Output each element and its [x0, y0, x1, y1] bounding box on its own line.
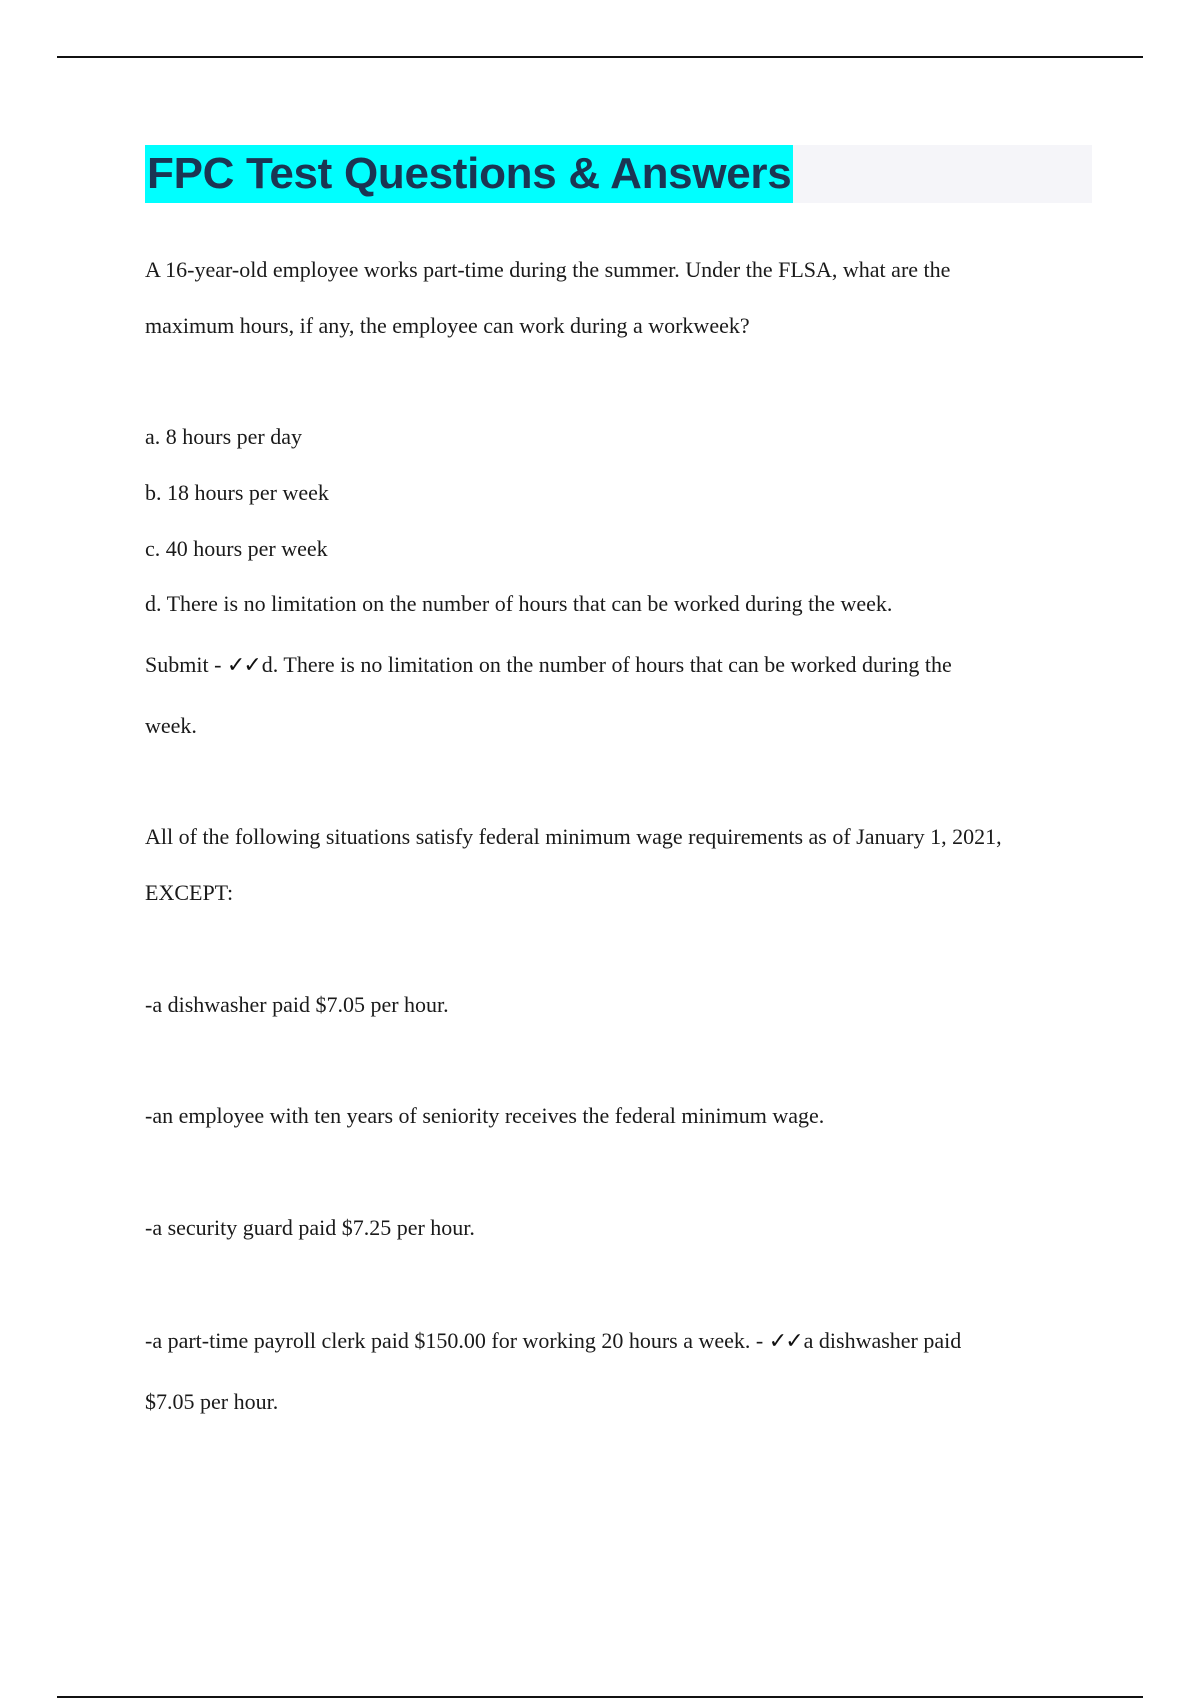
- question-2-text-line-1: All of the following situations satisfy federal minimum wage requirements as of January 1, 2021,: [145, 824, 1002, 849]
- question-2-answer-line-1: [145, 1326, 961, 1357]
- question-2-option-1: -a dishwasher paid $7.05 per hour.: [145, 992, 449, 1017]
- question-1-text-line-1: A 16-year-old employee works part-time during the summer. Under the FLSA, what are the: [145, 257, 951, 282]
- option-with-answer-prefix: -a part-time payroll clerk paid $150.00 for working 20 hours a week. -: [145, 1328, 769, 1353]
- double-check-icon: ✓✓: [226, 653, 260, 678]
- answer-text: a dishwasher paid: [803, 1328, 962, 1353]
- header-rule: [57, 56, 1143, 58]
- answer-text: d. There is no limitation on the number of hours that can be worked during the: [261, 652, 952, 677]
- answer-prefix: Submit -: [145, 652, 227, 677]
- question-2-option-2: -an employee with ten years of seniority receives the federal minimum wage.: [145, 1103, 825, 1128]
- question-2-option-3: -a security guard paid $7.25 per hour.: [145, 1215, 475, 1240]
- question-1-text-line-2: maximum hours, if any, the employee can work during a workweek?: [145, 313, 750, 338]
- question-1-option-c: c. 40 hours per week: [145, 536, 328, 561]
- footer-rule: [57, 1696, 1143, 1698]
- question-1-answer-line-2: week.: [145, 713, 197, 738]
- question-1-option-d: d. There is no limitation on the number of hours that can be worked during the week.: [145, 591, 893, 616]
- question-1-answer-line-1: [145, 650, 952, 681]
- question-1-option-a: a. 8 hours per day: [145, 424, 303, 449]
- question-2-answer-line-2: $7.05 per hour.: [145, 1389, 279, 1414]
- double-check-icon: ✓✓: [768, 1329, 802, 1354]
- document-title: FPC Test Questions & Answers: [145, 145, 793, 203]
- question-2-text-line-2: EXCEPT:: [145, 880, 234, 905]
- question-1-option-b: b. 18 hours per week: [145, 480, 329, 505]
